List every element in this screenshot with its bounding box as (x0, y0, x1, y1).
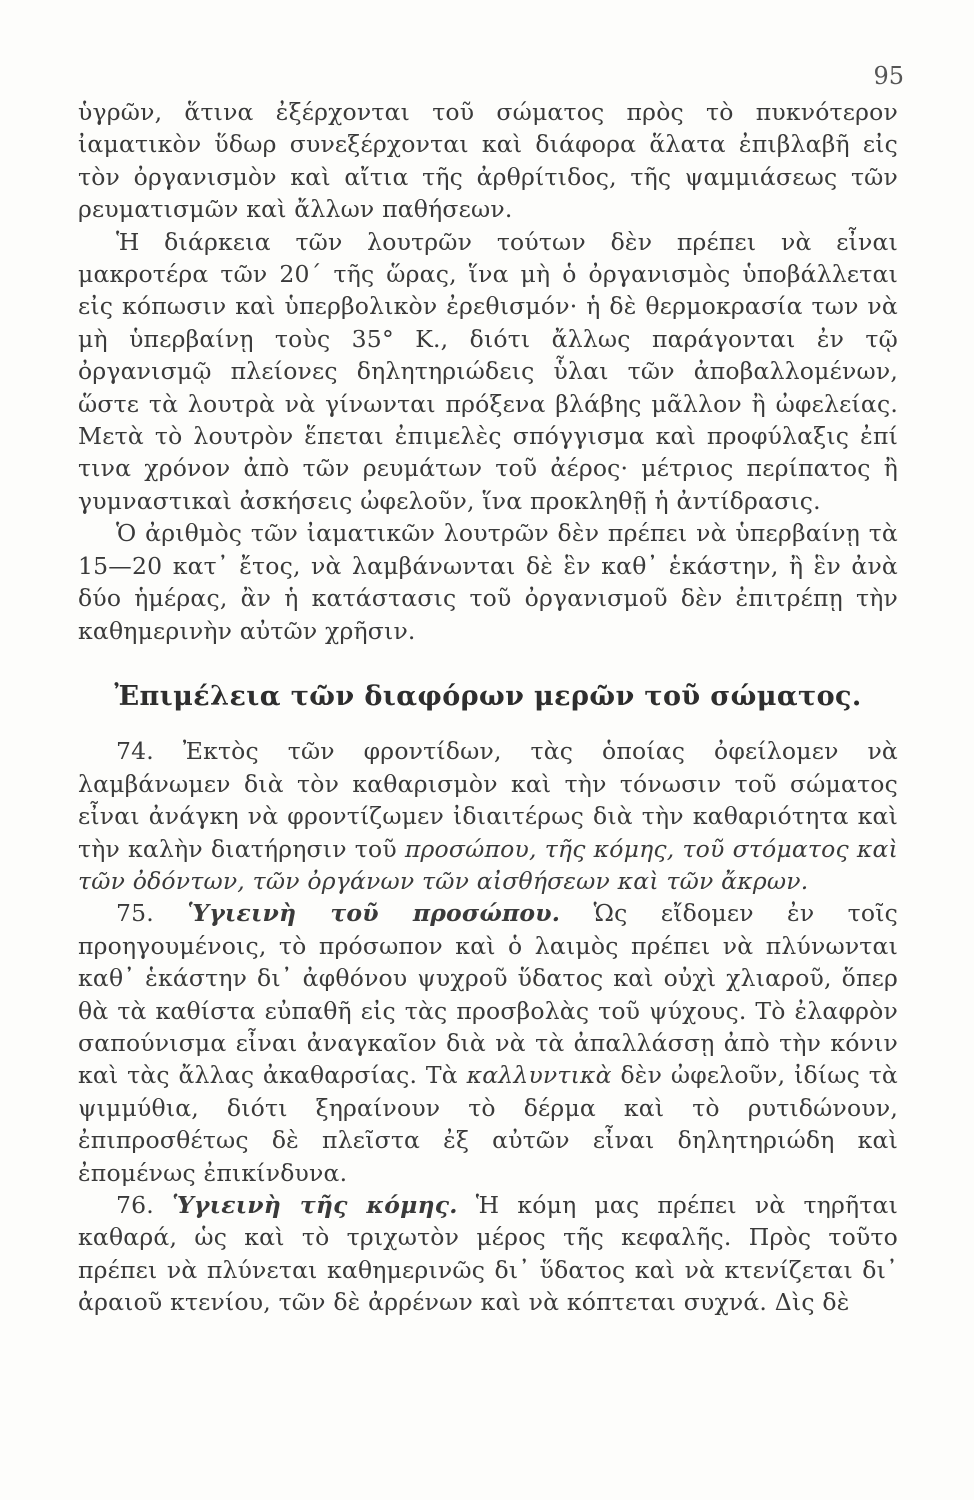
paragraph-bath-number: Ὁ ἀριθμὸς τῶν ἰαματικῶν λουτρῶν δὲν πρέπει νὰ ὑπερβαίνῃ τὰ 15—20 κατ᾽ ἔτος, νὰ λαμβάνωνται δὲ ἓν καθ᾽ ἑκάστην, ἢ ἓν ἀνὰ δύο ἡμέρας, ἂν ἡ κατάστασις τοῦ ὀργανισμοῦ δὲν ἐπιτρέπῃ τὴν καθημερινὴν αὐτῶν χρῆσιν. (78, 519, 898, 645)
section-title: Ὑγιεινὴ τῆς κόμης. (172, 1191, 458, 1219)
section-number: 75. (116, 899, 154, 928)
section-text-italic: καλλυντικὰ (466, 1061, 612, 1090)
paragraph-section-75 (78, 897, 898, 1189)
section-title: Ὑγιεινὴ τοῦ προσώπου. (187, 899, 561, 928)
page-number: 95 (873, 62, 904, 90)
paragraph-continued: ὑγρῶν, ἅτινα ἐξέρχονται τοῦ σώματος πρὸς τὸ πυκνότερον ἰαματικὸν ὕδωρ συνεξέρχονται καὶ διάφορα ἅλατα ἐπιβλαβῆ εἰς τὸν ὀργανισμὸν καὶ αἴτια τῆς ἀρθρίτιδος, τῆς ψαμμιάσεως τῶν ρευματισμῶν καὶ ἄλλων παθήσεων. (78, 98, 898, 224)
paragraph-section-76 (78, 1189, 898, 1319)
section-text: Ἐκτὸς τῶν φροντίδων, τὰς ὁποίας ὀφείλομεν νὰ λαμβάνωμεν διὰ τὸν καθαρισμὸν καὶ τὴν τόνωσιν τοῦ σώματος εἶναι ἀνάγκη νὰ φροντίζωμεν ἰδιαιτέρως διὰ τὴν καθαριότητα καὶ τὴν καλὴν διατήρησιν τοῦ (78, 737, 898, 863)
section-text-italic: προσώπου, τῆς κόμης, τοῦ στόματος καὶ τῶν ὀδόντων, τῶν ὀργάνων τῶν αἰσθήσεων καὶ τῶν ἄκρων. (78, 834, 898, 895)
paragraph-section-74 (78, 735, 898, 897)
section-text: Ἡ κόμη μας πρέπει νὰ τηρῆται καθαρά, ὡς καὶ τὸ τριχωτὸν μέρος τῆς κεφαλῆς. Πρὸς τοῦτο πρέπει νὰ πλύνεται καθημερινῶς δι᾽ ὕδατος καὶ νὰ κτενίζεται δι᾽ ἀραιοῦ κτενίου, τῶν δὲ ἀρρένων καὶ νὰ κόπτεται συχνά. Δὶς δὲ (78, 1191, 898, 1317)
section-number: 74. (116, 737, 154, 766)
paragraph-bath-duration: Ἡ διάρκεια τῶν λουτρῶν τούτων δὲν πρέπει νὰ εἶναι μακροτέρα τῶν 20΄ τῆς ὥρας, ἵνα μὴ ὁ ὀργανισμὸς ὑποβάλλεται εἰς κόπωσιν καὶ ὑπερβολικὸν ἐρεθισμόν· ἡ δὲ θερμοκρασία των νὰ μὴ ὑπερβαίνῃ τοὺς 35° Κ., διότι ἄλλως παράγονται ἐν τῷ ὀργανισμῷ πλείονες δηλητηριώδεις ὗλαι τῶν ἀποβαλλομένων, ὥστε τὰ λουτρὰ νὰ γίνωνται πρόξενα βλάβης μᾶλλον ἢ ὠφελείας. Μετὰ τὸ λουτρὸν ἕπεται ἐπιμελὲς σπόγγισμα καὶ προφύλαξις ἐπί τινα χρόνον ἀπὸ τῶν ρευμάτων τοῦ ἀέρος· μέτριος περίπατος ἢ γυμναστικαὶ ἀσκήσεις ὠφελοῦν, ἵνα προκληθῇ ἡ ἀντίδρασις. (78, 227, 898, 515)
section-heading: Ἐπιμέλεια τῶν διαφόρων μερῶν τοῦ σώματος. (114, 680, 862, 712)
section-text: Ὡς εἴδομεν ἐν τοῖς προηγουμένοις, τὸ πρόσωπον καὶ ὁ λαιμὸς πρέπει νὰ πλύνωνται καθ᾽ ἑκάστην δι᾽ ἀφθόνου ψυχροῦ ὕδατος καὶ οὐχὶ χλιαροῦ, ὅπερ θὰ τὰ καθίστα εὐπαθῆ εἰς τὰς προσβολὰς τοῦ ψύχους. Τὸ ἐλαφρὸν σαπούνισμα εἶναι ἀναγκαῖον διὰ νὰ τὰ ἀπαλλάσσῃ ἀπὸ τὴν κόνιν καὶ τὰς ἄλλας ἀκαθαρσίας. Τὰ (78, 899, 898, 1090)
section-text: δὲν ὠφελοῦν, ἰδίως τὰ ψιμμύθια, διότι ξηραίνουν τὸ δέρμα καὶ τὸ ρυτιδώνουν, ἐπιπροσθέτως δὲ πλεῖστα ἐξ αὐτῶν εἶναι δηλητηριώδη καὶ ἐπομένως ἐπικίνδυνα. (78, 1061, 898, 1187)
page-text (78, 96, 898, 1319)
section-number: 76. (116, 1191, 154, 1219)
